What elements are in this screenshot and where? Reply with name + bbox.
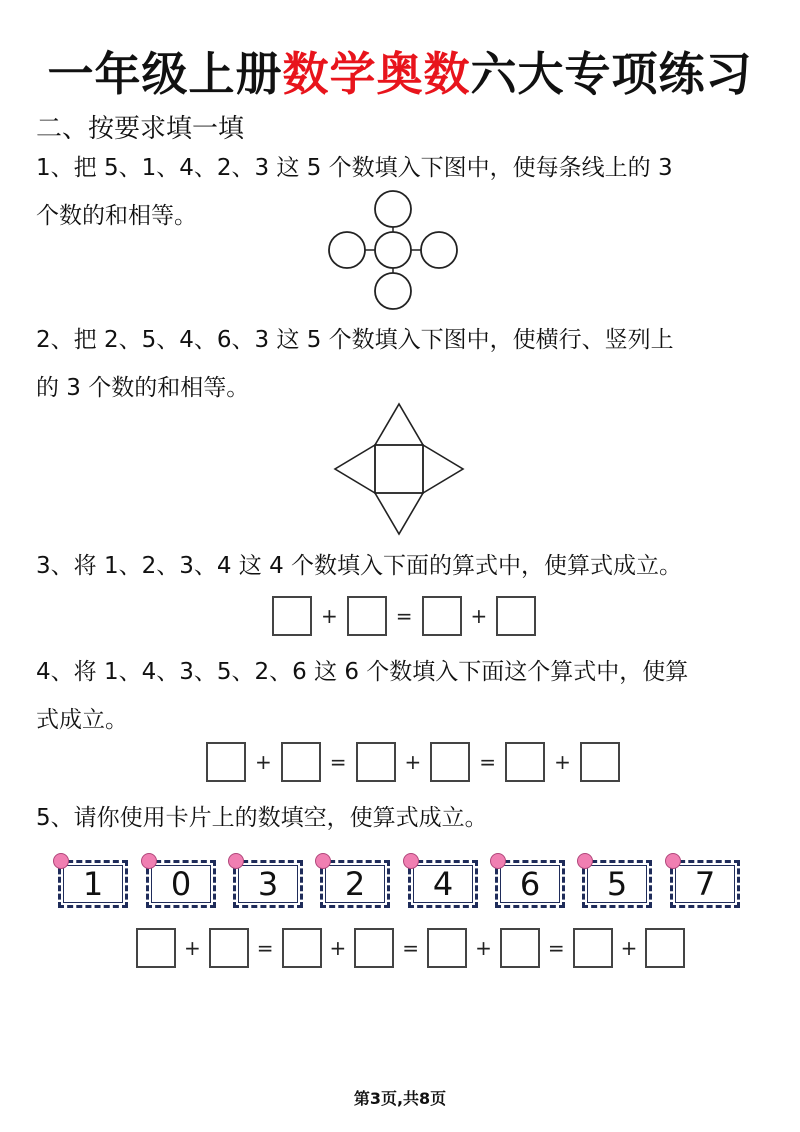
- card-pin-icon: [577, 853, 593, 869]
- question-4-line-1: 4、将 1、4、3、5、2、6 这 6 个数填入下面这个算式中，使算: [36, 659, 689, 685]
- answer-box[interactable]: [347, 596, 387, 636]
- equation-5: [136, 928, 685, 968]
- card-pin-icon: [228, 853, 244, 869]
- answer-box[interactable]: [282, 928, 322, 968]
- question-5-line-1: 5、请你使用卡片上的数填空，使算式成立。: [36, 805, 488, 831]
- equals-sign: =: [256, 936, 274, 960]
- card-value: 3: [257, 865, 279, 903]
- card-value: 1: [82, 865, 104, 903]
- answer-box[interactable]: [505, 742, 545, 782]
- plus-sign: +: [184, 936, 201, 960]
- section-heading: 二、按要求填一填: [36, 114, 245, 144]
- plus-sign: +: [255, 750, 272, 774]
- question-4-line-2: 式成立。: [36, 707, 128, 733]
- answer-box[interactable]: [354, 928, 394, 968]
- plus-sign: +: [321, 604, 338, 628]
- answer-box[interactable]: [500, 928, 540, 968]
- triangle-left[interactable]: [335, 445, 375, 493]
- answer-box[interactable]: [356, 742, 396, 782]
- circle-center[interactable]: [375, 232, 411, 268]
- square-triangles-diagram: [334, 402, 464, 536]
- triangle-top[interactable]: [375, 404, 423, 445]
- equals-sign: =: [402, 936, 420, 960]
- card-value: 6: [519, 865, 541, 903]
- card-value: 4: [432, 865, 454, 903]
- answer-box[interactable]: [645, 928, 685, 968]
- card-pin-icon: [665, 853, 681, 869]
- number-card[interactable]: [320, 860, 390, 908]
- number-card[interactable]: [146, 860, 216, 908]
- number-cards: [58, 860, 748, 912]
- number-card[interactable]: [58, 860, 128, 908]
- answer-box[interactable]: [573, 928, 613, 968]
- card-value: 5: [606, 865, 628, 903]
- answer-box[interactable]: [427, 928, 467, 968]
- cross-circles-diagram: [326, 188, 460, 312]
- number-card[interactable]: [495, 860, 565, 908]
- number-card[interactable]: [408, 860, 478, 908]
- triangle-bottom[interactable]: [375, 493, 423, 534]
- circle-right[interactable]: [421, 232, 457, 268]
- number-card[interactable]: [582, 860, 652, 908]
- card-pin-icon: [315, 853, 331, 869]
- page-title: [0, 38, 800, 104]
- question-1-line-2: 个数的和相等。: [36, 203, 197, 229]
- equation-3: [272, 596, 536, 636]
- question-2-line-2: 的 3 个数的和相等。: [36, 375, 250, 401]
- triangle-right[interactable]: [423, 445, 463, 493]
- circle-top[interactable]: [375, 191, 411, 227]
- card-pin-icon: [141, 853, 157, 869]
- question-3-line-1: 3、将 1、2、3、4 这 4 个数填入下面的算式中，使算式成立。: [36, 553, 683, 579]
- answer-box[interactable]: [422, 596, 462, 636]
- answer-box[interactable]: [272, 596, 312, 636]
- card-pin-icon: [53, 853, 69, 869]
- title-part-3: 六大专项练习: [470, 47, 753, 101]
- center-square[interactable]: [375, 445, 423, 493]
- equals-sign: =: [479, 750, 497, 774]
- number-card[interactable]: [670, 860, 740, 908]
- plus-sign: +: [620, 936, 638, 960]
- plus-sign: +: [470, 604, 488, 628]
- circle-bottom[interactable]: [375, 273, 411, 309]
- equals-sign: =: [547, 936, 565, 960]
- plus-sign: +: [329, 936, 347, 960]
- card-value: 0: [170, 865, 192, 903]
- equation-4: [206, 742, 620, 782]
- answer-box[interactable]: [206, 742, 246, 782]
- answer-box[interactable]: [209, 928, 249, 968]
- plus-sign: +: [554, 750, 571, 774]
- card-value: 2: [344, 865, 366, 903]
- equals-sign: =: [395, 604, 413, 628]
- question-2-line-1: 2、把 2、5、4、6、3 这 5 个数填入下图中，使横行、竖列上: [36, 327, 674, 353]
- number-card[interactable]: [233, 860, 303, 908]
- plus-sign: +: [404, 750, 422, 774]
- answer-box[interactable]: [496, 596, 536, 636]
- card-pin-icon: [403, 853, 419, 869]
- card-value: 7: [694, 865, 716, 903]
- question-3: [36, 542, 776, 590]
- question-1-line-1: 1、把 5、1、4、2、3 这 5 个数填入下图中，使每条线上的 3: [36, 155, 673, 181]
- question-5: [36, 794, 776, 842]
- answer-box[interactable]: [430, 742, 470, 782]
- answer-box[interactable]: [281, 742, 321, 782]
- title-part-2: 数学奥数: [282, 47, 471, 101]
- answer-box[interactable]: [136, 928, 176, 968]
- circle-left[interactable]: [329, 232, 365, 268]
- answer-box[interactable]: [580, 742, 620, 782]
- title-part-1: 一年级上册: [47, 47, 283, 101]
- equals-sign: =: [329, 750, 347, 774]
- question-2: [36, 316, 776, 412]
- page-number: 第3页,共8页: [353, 1089, 447, 1108]
- question-4: [36, 648, 776, 744]
- card-pin-icon: [490, 853, 506, 869]
- plus-sign: +: [475, 936, 492, 960]
